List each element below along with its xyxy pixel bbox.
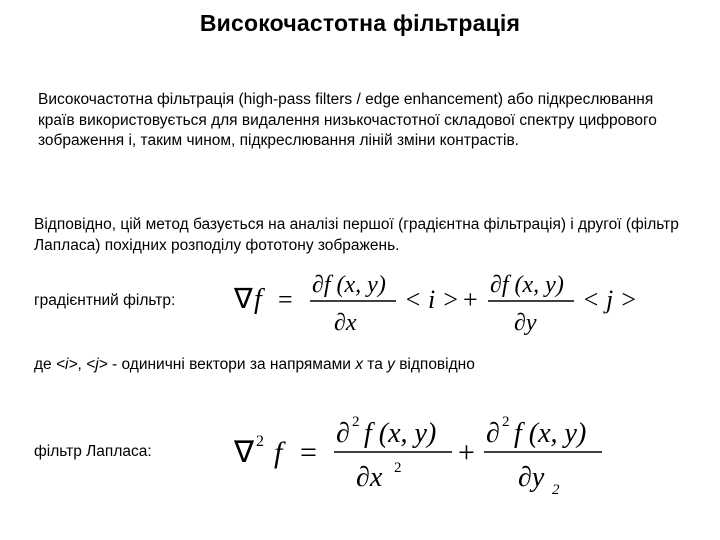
gradient-formula [228, 268, 658, 340]
note-separator: , [77, 356, 87, 373]
note-vector-j: <j> [86, 356, 108, 373]
laplace-numerator-1-exponent: 2 [352, 414, 360, 430]
laplace-filter-label: фільтр Лапласа: [34, 443, 152, 460]
gradient-filter-label: градієнтний фільтр: [34, 292, 176, 309]
laplace-formula [230, 408, 610, 500]
laplace-plus: + [458, 436, 475, 469]
laplace-numerator-1-partial: ∂ [336, 418, 350, 449]
laplace-denominator-2-subscript: 2 [552, 482, 560, 498]
slide-title: Високочастотна фільтрація [199, 10, 521, 36]
laplace-denominator-1-exponent: 2 [394, 460, 402, 476]
laplace-numerator-1-function: f (x, y) [364, 418, 437, 449]
gradient-unit-vector-j: < j > [582, 285, 638, 314]
laplace-numerator-2-partial: ∂ [486, 418, 500, 449]
note-suffix: відповідно [394, 356, 475, 373]
intro-paragraph: Високочастотна фільтрація (high-pass filters / edge enhancement) або підкреслювання країв використовується для видалення низькочастотної складової спектру цифрового зображення і, таким чином, підкреслювання ліній зміни контрастів. [38, 91, 657, 149]
note-and: та [362, 356, 388, 373]
gradient-equals: = [278, 285, 293, 314]
gradient-denominator-2: ∂y [514, 310, 537, 336]
unit-vectors-note [34, 356, 475, 374]
laplace-numerator-2-exponent: 2 [502, 414, 510, 430]
laplace-numerator-2-function: f (x, y) [514, 418, 587, 449]
gradient-f: f [254, 284, 262, 315]
method-paragraph: Відповідно, цій метод базується на аналізі першої (градієнтна фільтрація) і другої (фільтр Лапласа) похідних розподілу фототону зображень. [34, 216, 679, 254]
laplace-denominator-2: ∂y [518, 462, 545, 493]
note-middle: - одиничні вектори за напрямами [107, 356, 356, 373]
laplace-nabla: ∇ [234, 436, 255, 469]
note-vector-i: <i> [55, 356, 78, 373]
gradient-numerator-2: ∂f (x, y) [490, 272, 564, 298]
laplace-f: f [274, 436, 283, 469]
gradient-unit-vector-i: < i > [404, 285, 460, 314]
laplace-equals: = [300, 436, 317, 469]
gradient-numerator-1: ∂f (x, y) [312, 272, 386, 298]
note-y: y [387, 356, 395, 373]
note-prefix: де [34, 356, 56, 373]
gradient-denominator-1: ∂x [334, 310, 357, 336]
laplace-denominator-1: ∂x [356, 462, 383, 493]
gradient-plus: + [463, 285, 478, 314]
note-x: x [355, 356, 363, 373]
laplace-nabla-exponent: 2 [256, 433, 264, 450]
gradient-nabla: ∇ [234, 284, 253, 315]
